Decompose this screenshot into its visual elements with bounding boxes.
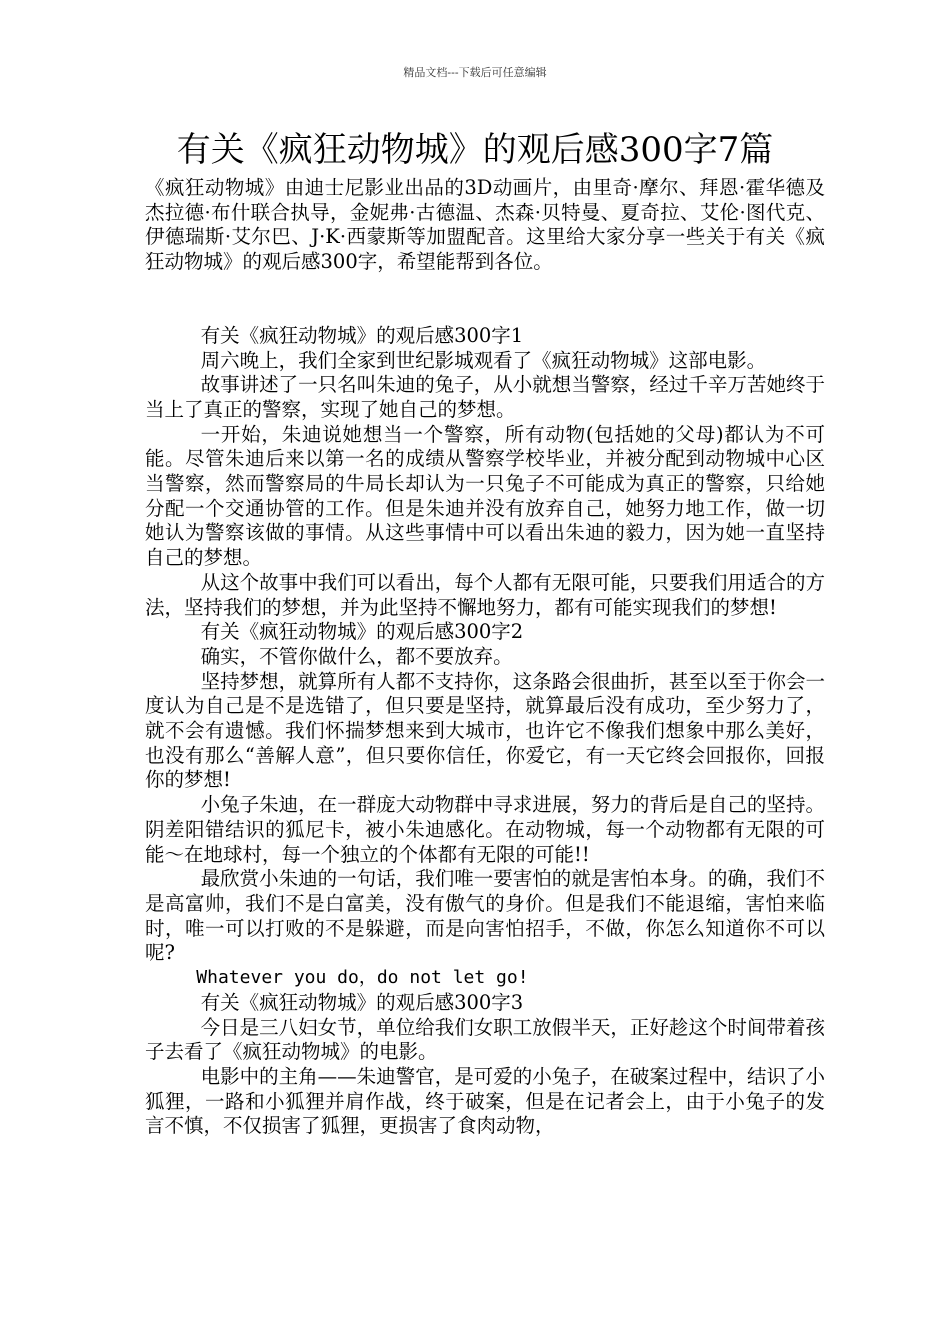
body-paragraph: 坚持梦想，就算所有人都不支持你，这条路会很曲折，甚至以至于你会一度认为自己是不是选错了，但只要是坚持，就算最后没有成功，至少努力了，就不会有遗憾。我们怀揣梦想来到大城市，也许它不像我们想象中那么美好，也没有那么“善解人意”，但只要你信任，你爱它，有一天它终会回报你，回报你的梦想! (145, 669, 825, 792)
body-paragraph: 一开始，朱迪说她想当一个警察，所有动物(包括她的父母)都认为不可能。尽管朱迪后来以第一名的成绩从警察学校毕业，并被分配到动物城中心区当警察，然而警察局的牛局长却认为一只兔子不可能成为真正的警察，只给她分配一个交通协管的工作。但是朱迪并没有放弃自己，她努力地工作，做一切她认为警察该做的事情。从这些事情中可以看出朱迪的毅力，因为她一直坚持自己的梦想。 (145, 422, 825, 570)
body-paragraph: 小兔子朱迪，在一群庞大动物群中寻求进展，努力的背后是自己的坚持。阴差阳错结识的狐尼卡，被小朱迪感化。在动物城，每一个动物都有无限的可能～在地球村，每一个独立的个体都有无限的可能!! (145, 793, 825, 866)
body-paragraph: 最欣赏小朱迪的一句话，我们唯一要害怕的就是害怕本身。的确，我们不是高富帅，我们不是白富美，没有傲气的身价。但是我们不能退缩，害怕来临时，唯一可以打败的不是躲避，而是向害怕招手，不做，你怎么知道你不可以呢? (145, 867, 825, 965)
document-body (145, 176, 825, 1139)
section-heading-2: 有关《疯狂动物城》的观后感300字2 (200, 620, 524, 644)
body-paragraph: 确实，不管你做什么，都不要放弃。 (200, 644, 513, 668)
document-title: 有关《疯狂动物城》的观后感300字7篇 (176, 130, 774, 170)
body-paragraph: 周六晚上，我们全家到世纪影城观看了《疯狂动物城》这部电影。 (200, 348, 767, 372)
english-quote: Whatever you do，do not let go! (196, 967, 529, 989)
section-heading-3: 有关《疯狂动物城》的观后感300字3 (200, 990, 524, 1014)
intro-paragraph: 《疯狂动物城》由迪士尼影业出品的3D动画片，由里奇·摩尔、拜恩·霍华德及杰拉德·布什联合执导，金妮弗·古德温、杰森·贝特曼、夏奇拉、艾伦·图代克、伊德瑞斯·艾尔巴、J·K·西蒙斯等加盟配音。这里给大家分享一些关于有关《疯狂动物城》的观后感300字，希望能帮到各位。 (145, 176, 825, 274)
body-paragraph: 故事讲述了一只名叫朱迪的兔子，从小就想当警察，经过千辛万苦她终于当上了真正的警察，实现了她自己的梦想。 (145, 373, 825, 421)
body-paragraph: 从这个故事中我们可以看出，每个人都有无限可能，只要我们用适合的方法，坚持我们的梦想，并为此坚持不懈地努力，都有可能实现我们的梦想! (145, 570, 825, 619)
page-header: 精品文档---下载后可任意编辑 (403, 66, 547, 79)
body-paragraph: 电影中的主角——朱迪警官，是可爱的小兔子，在破案过程中，结识了小狐狸，一路和小狐狸并肩作战，终于破案，但是在记者会上，由于小兔子的发言不慎，不仅损害了狐狸，更损害了食肉动物， (145, 1064, 825, 1138)
body-paragraph: 今日是三八妇女节，单位给我们女职工放假半天，正好趁这个时间带着孩子去看了《疯狂动物城》的电影。 (145, 1015, 825, 1064)
paragraph-spacer (145, 275, 825, 324)
section-heading-1: 有关《疯狂动物城》的观后感300字1 (200, 323, 524, 347)
